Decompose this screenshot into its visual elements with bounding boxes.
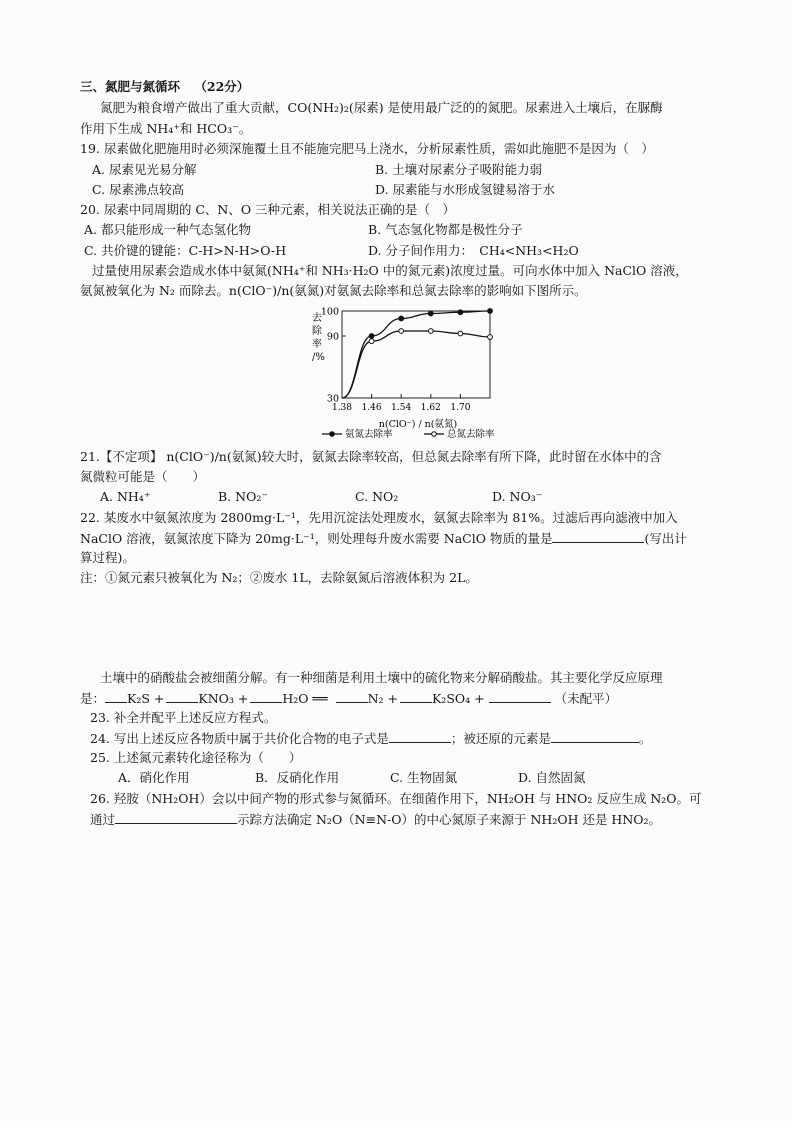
chart-ylabel <box>312 311 325 363</box>
q24-text-3: 。 <box>638 731 652 746</box>
q26-text-2: 示踪方法确定 N₂O（N≡N-O）的中心氮原子来源于 NH₂OH 还是 HNO₂。 <box>237 812 662 827</box>
q20-option-d: D. 分子间作用力： CH₄<NH₃<H₂O <box>368 243 579 258</box>
q19-option-d: D. 尿素能与水形成氢键易溶于水 <box>375 182 556 197</box>
series-line-2 <box>342 331 490 398</box>
q21-option-b: B. NO₂⁻ <box>218 489 268 504</box>
series-2-point <box>369 339 374 344</box>
equation-prefix: 是： <box>80 691 106 706</box>
species-kno3: KNO₃ + <box>198 691 249 706</box>
equation-suffix: （未配平） <box>554 691 618 706</box>
reaction-equation <box>80 689 617 708</box>
q19-option-c: C. 尿素沸点较高 <box>92 182 185 197</box>
series-2-point <box>458 331 463 336</box>
coef-blank-h2o[interactable] <box>250 689 282 703</box>
section-heading <box>80 78 249 96</box>
removal-rate-chart <box>300 303 530 448</box>
q19-stem: 19. 尿素做化肥施用时必须深施覆土且不能施完肥马上浇水，分析尿素性质，需如此施肥不是因为（ ） <box>80 141 654 156</box>
intro-line-2: 作用下生成 NH₄⁺和 HCO₃⁻。 <box>80 121 252 136</box>
y-tick-label: 100 <box>320 306 339 318</box>
q22-line-2-tail: (写出计 <box>644 531 687 546</box>
passage-nitrate-line-1: 土壤中的硝酸盐会被细菌分解。有一种细菌是利用土壤中的硫化物来分解硝酸盐。其主要化学反应原理 <box>100 670 663 685</box>
series-1-point <box>399 316 404 321</box>
q21-stem: 21.【不定项】 n(ClO⁻)/n(氨氮)较大时，氨氮去除率较高，但总氮去除率有所下降，此时留在水体中的含 <box>80 449 662 464</box>
series-1-point <box>369 334 374 339</box>
q22-note: 注：①氮元素只被氧化为 N₂；②废水 1L，去除氨氮后溶液体积为 2L。 <box>80 570 478 585</box>
chart-ylabel-char: 去 <box>312 313 322 324</box>
q24-blank-electron-formula[interactable] <box>389 729 451 743</box>
chart-ylabel-char: 率 <box>312 339 322 350</box>
species-n2: N₂ + <box>367 691 398 706</box>
y-tick-label: 90 <box>326 331 339 343</box>
q26-line-2 <box>90 810 661 829</box>
series-1-point <box>458 310 463 315</box>
q21-option-c: C. NO₂ <box>355 489 399 504</box>
q20-option-a: A. 都只能形成一种气态氢化物 <box>84 222 251 237</box>
q21-option-d: D. NO₃⁻ <box>492 489 543 504</box>
q24-text-2: ；被还原的元素是 <box>450 731 551 746</box>
q20-stem: 20. 尿素中同周期的 C、N、O 三种元素，相关说法正确的是（ ） <box>80 202 456 217</box>
q22-line-2 <box>80 529 687 548</box>
q22-line-3: 算过程)。 <box>80 550 135 565</box>
chart-ylabel-char: /% <box>312 352 325 363</box>
chart-frame <box>342 311 490 398</box>
q26-line-1: 26. 羟胺（NH₂OH）会以中间产物的形式参与氮循环。在细菌作用下，NH₂OH 与 HNO₂ 反应生成 N₂O。可 <box>90 791 702 806</box>
q22-answer-blank[interactable] <box>552 529 644 543</box>
q25-option-c: C. 生物固氮 <box>390 770 458 785</box>
series-2-point <box>488 335 493 340</box>
q21-option-a: A. NH₄⁺ <box>100 489 151 504</box>
q20-option-b: B. 气态氢化物都是极性分子 <box>368 222 523 237</box>
legend-marker-1 <box>330 432 335 437</box>
q24-line <box>90 729 651 748</box>
q23-stem: 23. 补全并配平上述反应方程式。 <box>90 710 277 725</box>
coef-blank-n2[interactable] <box>336 689 368 703</box>
x-tick-label: 1.46 <box>361 403 382 413</box>
series-2-point <box>428 329 433 334</box>
section-score: （22分） <box>194 79 250 94</box>
species-k2s: K₂S + <box>127 691 165 706</box>
x-tick-label: 1.62 <box>420 403 441 413</box>
y-tick-label: 30 <box>326 393 339 405</box>
q19-option-a: A. 尿素见光易分解 <box>92 162 197 177</box>
series-2-point <box>399 329 404 334</box>
passage-ammonia-line-1: 过量使用尿素会造成水体中氨氮(NH₄⁺和 NH₃·H₂O 中的氮元素)浓度过量。可向水体中加入 NaClO 溶液， <box>92 263 688 278</box>
legend-label-2: 总氮去除率 <box>447 429 495 440</box>
chart-ylabel-char: 除 <box>312 326 322 337</box>
series-1-point <box>428 311 433 316</box>
q21-stem-2: 氮微粒可能是（ ） <box>80 469 206 484</box>
q25-stem: 25. 上述氮元素转化途径称为（ ） <box>90 750 302 765</box>
q25-option-b: B．反硝化作用 <box>255 770 340 785</box>
species-k2so4: K₂SO₄ + <box>431 691 485 706</box>
q20-option-c: C. 共价键的键能：C-H>N-H>O-H <box>84 243 287 258</box>
x-tick-label: 1.38 <box>331 403 353 413</box>
section-title: 三、氮肥与氮循环 <box>80 79 181 94</box>
q25-option-a: A．硝化作用 <box>118 770 190 785</box>
q26-text-1: 通过 <box>90 812 116 827</box>
x-tick-label: 1.54 <box>391 403 412 413</box>
q25-option-d: D. 自然固氮 <box>518 770 586 785</box>
intro-line-1: 氮肥为粮食增产做出了重大贡献，CO(NH₂)₂(尿素) 是使用最广泛的的氮肥。尿素进入土壤后，在脲酶 <box>100 100 663 115</box>
legend-marker-2 <box>432 432 437 437</box>
coef-blank-kno3[interactable] <box>166 689 198 703</box>
q22-line-1: 22. 某废水中氨氮浓度为 2800mg·L⁻¹，先用沉淀法处理废水，氨氮去除率为 81%。过滤后再向滤液中加入 <box>80 510 678 525</box>
q24-blank-reduced-element[interactable] <box>551 729 639 743</box>
coef-blank-k2so4[interactable] <box>400 689 432 703</box>
series-1-point <box>488 309 493 314</box>
passage-ammonia-line-2: 氨氮被氧化为 N₂ 而除去。n(ClO⁻)/n(氨氮)对氨氮去除率和总氮去除率的影响如下图所示。 <box>80 283 587 298</box>
series-line-1 <box>342 311 490 398</box>
species-h2o: H₂O ══ <box>282 691 328 706</box>
product-blank[interactable] <box>489 689 551 703</box>
q26-blank-tracing-method[interactable] <box>115 810 237 824</box>
x-tick-label: 1.70 <box>450 403 471 413</box>
coef-blank-k2s[interactable] <box>105 689 127 703</box>
q19-option-b: B. 土壤对尿素分子吸附能力弱 <box>375 162 543 177</box>
legend-label-1: 氨氮去除率 <box>345 429 393 440</box>
chart-xlabel: n(ClO⁻) / n(氨氮) <box>378 419 458 430</box>
q24-text-1: 24. 写出上述反应各物质中属于共价化合物的电子式是 <box>90 731 389 746</box>
q22-line-2-text: NaClO 溶液，氨氮浓度下降为 20mg·L⁻¹，则处理每升废水需要 NaClO 物质的量是 <box>80 531 553 546</box>
